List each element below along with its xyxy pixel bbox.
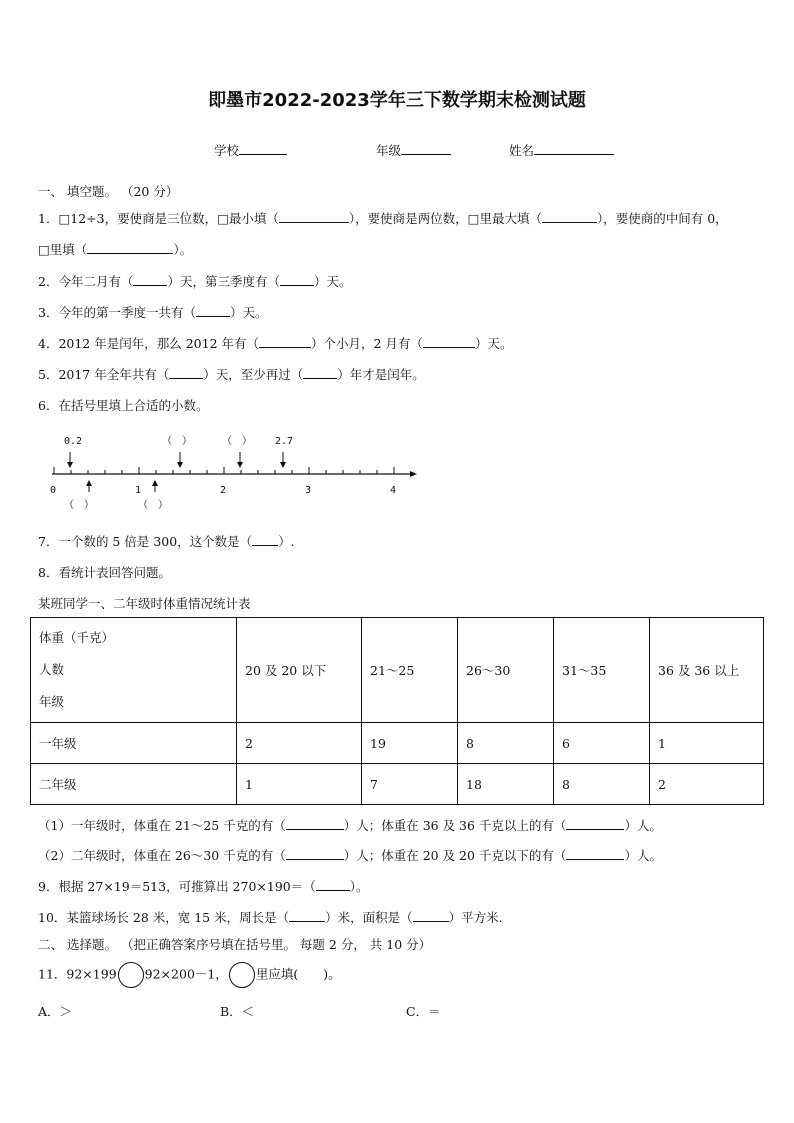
answer-blank[interactable] [316,878,350,891]
header-cell: 31～35 [554,618,650,723]
question-6: 6．在括号里填上合适的小数。 [38,398,209,413]
answer-blank[interactable] [566,847,624,860]
question-1-line1: 1．□12÷3，要使商是三位数，□最小填（ ），要使商是两位数，□里最大填（ ），要使商的中间有 0， [38,211,728,226]
question-7: 7．一个数的 5 倍是 300，这个数是（ ）. [38,534,295,549]
table-header-row [31,618,764,723]
page-title: 即墨市2022-2023学年三下数学期末检测试题 [208,90,586,111]
compare-circle[interactable] [229,962,255,988]
grade-label: 年级 [376,143,402,158]
arrowhead [237,462,243,468]
question-1-line2: □里填（ ）。 [38,242,193,257]
question-2: 2．今年二月有（ ）天，第三季度有（ ）天。 [38,274,352,289]
table-cell: 1 [237,764,362,805]
answer-blank[interactable] [196,304,230,317]
header-cell: 26～30 [458,618,554,723]
answer-blank[interactable] [413,909,449,922]
answer-blank[interactable] [303,366,337,379]
answer-blank[interactable] [252,533,278,546]
question-10: 10．某篮球场长 28 米，宽 15 米，周长是（ ）米，面积是（ ）平方米. [38,910,503,925]
answer-blank[interactable] [259,335,311,348]
arrowhead [177,462,183,468]
table-cell: 7 [362,764,458,805]
label-start: 0.2 [64,436,83,447]
answer-blank[interactable] [566,817,624,830]
question-4: 4．2012 年是闰年，那么 2012 年有（ ）个小月，2 月有（ ）天。 [38,336,513,351]
answer-blank[interactable] [542,210,597,223]
table-title: 某班同学一、二年级时体重情况统计表 [38,596,251,611]
header-cell: 36 及 36 以上 [650,618,764,723]
header-cell: 21～25 [362,618,458,723]
row-label: 一年级 [31,723,237,764]
tick-label: 0 [50,485,57,496]
question-9: 9．根据 27×19＝513，可推算出 270×190＝（ ）。 [38,879,369,894]
arrowhead [86,480,92,486]
label-below-2: （ ） [138,500,168,511]
answer-blank[interactable] [169,366,203,379]
axis-arrowhead [410,471,417,477]
option-a[interactable]: A．＞ [38,1004,73,1019]
tick-label: 3 [305,485,312,496]
question-3: 3．今年的第一季度一共有（ ）天。 [38,305,268,320]
answer-blank[interactable] [133,273,167,286]
label-end: 2.7 [275,436,294,447]
answer-blank[interactable] [423,335,475,348]
section1-heading: 一、 填空题。 （20 分） [38,184,179,199]
label-blank-1: （ ） [162,436,192,447]
compare-circle[interactable] [118,962,144,988]
school-blank[interactable] [239,142,287,155]
arrowhead [67,462,73,468]
arrowhead [280,462,286,468]
table-cell: 8 [458,723,554,764]
table-row [31,723,764,764]
option-b[interactable]: B．＜ [220,1004,255,1019]
answer-blank[interactable] [87,241,173,254]
table-cell: 2 [650,764,764,805]
answer-blank[interactable] [286,847,344,860]
table-row [31,764,764,805]
table-cell: 18 [458,764,554,805]
tick-label: 1 [135,485,142,496]
question-5: 5．2017 年全年共有（ ）天，至少再过（ ）年才是闰年。 [38,367,425,382]
row-label: 二年级 [31,764,237,805]
question-11: 11．92×199 92×200－1， 里应填( )。 [38,962,341,988]
corner-cell: 体重（千克） 人数 年级 [31,618,237,723]
answer-blank[interactable] [286,817,344,830]
question-8-part2: （2）二年级时，体重在 26～30 千克的有（ ）人；体重在 20 及 20 千克以下的有（ ）人。 [38,848,662,863]
answer-blank[interactable] [289,909,325,922]
number-line [44,430,424,514]
name-label: 姓名 [509,143,535,158]
tick-marks [54,467,394,474]
tick-label: 2 [220,485,227,496]
option-c[interactable]: C．＝ [406,1004,441,1019]
header-cell: 20 及 20 以下 [237,618,362,723]
table-cell: 19 [362,723,458,764]
section2-heading: 二、 选择题。 （把正确答案序号填在括号里。 每题 2 分， 共 10 分） [38,937,432,952]
table-cell: 8 [554,764,650,805]
grade-field [376,141,451,159]
grade-blank[interactable] [401,142,451,155]
weight-table [30,617,764,805]
table-cell: 6 [554,723,650,764]
answer-blank[interactable] [279,210,349,223]
table-cell: 2 [237,723,362,764]
name-field [509,141,614,159]
tick-label: 4 [390,485,397,496]
name-blank[interactable] [534,142,614,155]
arrowhead [152,480,158,486]
school-field [214,141,287,159]
answer-blank[interactable] [280,273,314,286]
label-blank-2: （ ） [222,436,252,447]
school-label: 学校 [214,143,240,158]
question-8: 8．看统计表回答问题。 [38,565,171,580]
label-below-1: （ ） [64,500,94,511]
question-8-part1: （1）一年级时，体重在 21～25 千克的有（ ）人；体重在 36 及 36 千克以上的有（ ）人。 [38,818,662,833]
table-cell: 1 [650,723,764,764]
